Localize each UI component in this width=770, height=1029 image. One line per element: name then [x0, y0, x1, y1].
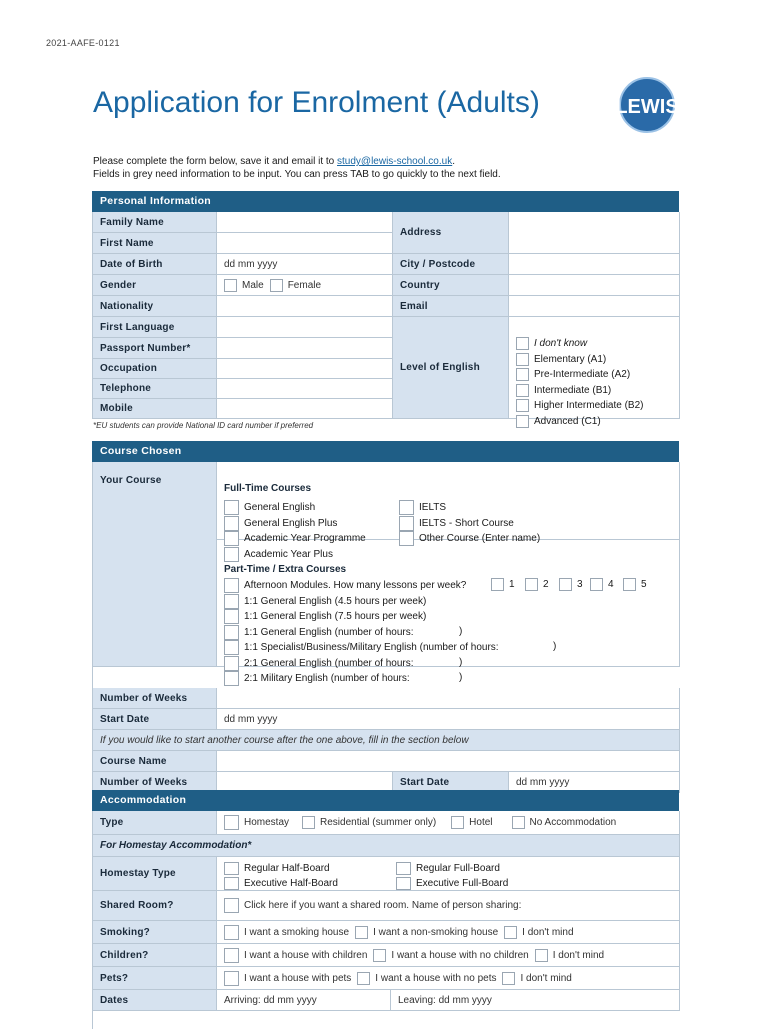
close-paren: ): [553, 641, 557, 652]
first-name-field[interactable]: [217, 233, 393, 254]
occupation-field[interactable]: [217, 359, 393, 379]
document-id: 2021-AAFE-0121: [46, 38, 120, 48]
type-checkbox[interactable]: [451, 816, 464, 829]
passport-label: Passport Number*: [93, 338, 217, 359]
level-option[interactable]: Advanced (C1): [516, 415, 601, 428]
lessons-option[interactable]: 3: [559, 578, 583, 591]
course-option[interactable]: General English: [224, 500, 315, 515]
level-checkbox[interactable]: [516, 384, 529, 397]
parttime-option[interactable]: 1:1 General English (7.5 hours per week): [224, 609, 426, 624]
for-homestay-note: For Homestay Accommodation*: [93, 835, 680, 857]
pets-label: Pets?: [93, 967, 217, 990]
course-chosen-section: [92, 441, 679, 792]
parttime-title: Part-Time / Extra Courses: [224, 564, 347, 575]
shared-room-label: Shared Room?: [93, 891, 217, 921]
weeks-label: Number of Weeks: [93, 688, 217, 709]
pets-options: I want a house with pets I want a house with no pets I don't mind: [217, 967, 680, 990]
type-checkbox[interactable]: [224, 815, 239, 830]
course-name-label: Course Name: [93, 751, 217, 772]
occupation-label: Occupation: [93, 359, 217, 379]
lessons-option[interactable]: 4: [590, 578, 614, 591]
family-name-label: Family Name: [93, 212, 217, 233]
intro-text: Please complete the form below, save it and email it to study@lewis-school.co.uk. Fields in grey need information to be input. You can press TAB to go quickly to the next field.: [93, 156, 501, 180]
fulltime-title: Full-Time Courses: [224, 483, 312, 494]
country-field[interactable]: [509, 275, 680, 296]
level-checkbox[interactable]: [516, 337, 529, 350]
accommodation-section: [92, 790, 679, 1029]
start-date-field[interactable]: dd mm yyyy: [217, 709, 680, 730]
homestay-option[interactable]: Regular Full-Board: [396, 862, 500, 875]
section-header: Course Chosen: [92, 441, 679, 462]
lewis-logo: [614, 76, 680, 134]
homestay-option[interactable]: Regular Half-Board: [224, 862, 330, 875]
your-course-label: Your Course: [93, 462, 217, 667]
parttime-option[interactable]: 2:1 Military English (number of hours:: [224, 671, 410, 686]
level-option[interactable]: Elementary (A1): [516, 353, 606, 366]
homestay-option[interactable]: Executive Half-Board: [224, 877, 338, 890]
close-paren: ): [459, 657, 463, 668]
course-option[interactable]: General English Plus: [224, 516, 337, 531]
first-name-label: First Name: [93, 233, 217, 254]
level-option[interactable]: Higher Intermediate (B2): [516, 399, 644, 412]
homestay-option[interactable]: Executive Full-Board: [396, 877, 508, 890]
telephone-label: Telephone: [93, 379, 217, 399]
lessons-option[interactable]: 1: [491, 578, 515, 591]
address-field[interactable]: [509, 212, 680, 254]
smoking-label: Smoking?: [93, 921, 217, 944]
section-header: Personal Information: [92, 191, 679, 212]
address-label: Address: [393, 212, 509, 254]
type-checkbox[interactable]: [302, 816, 315, 829]
email-label: Email: [393, 296, 509, 317]
mobile-label: Mobile: [93, 399, 217, 419]
smoking-options: I want a smoking house I want a non-smoking house I don't mind: [217, 921, 680, 944]
parttime-option[interactable]: 1:1 Specialist/Business/Military English (number of hours:: [224, 640, 499, 655]
female-label: Female: [287, 279, 322, 291]
type-label: Type: [93, 811, 217, 835]
country-label: Country: [393, 275, 509, 296]
svg-text:LEWIS: LEWIS: [615, 96, 679, 118]
parttime-option[interactable]: 1:1 General English (number of hours:: [224, 625, 414, 640]
female-checkbox[interactable]: [270, 279, 283, 292]
level-option[interactable]: I don't know: [516, 337, 587, 350]
afternoon-modules-option[interactable]: Afternoon Modules. How many lessons per week?: [224, 578, 466, 593]
level-checkbox[interactable]: [516, 353, 529, 366]
leaving-field[interactable]: Leaving: dd mm yyyy: [391, 990, 680, 1011]
weeks2-label: Number of Weeks: [93, 772, 217, 793]
passport-footnote: *EU students can provide National ID card number if preferred: [93, 421, 314, 430]
start-date-label: Start Date: [93, 709, 217, 730]
city-field[interactable]: [509, 254, 680, 275]
homestay-type-label: Homestay Type: [93, 857, 217, 891]
weeks-field[interactable]: [217, 688, 680, 709]
email-field[interactable]: [509, 296, 680, 317]
start-date2-field[interactable]: dd mm yyyy: [509, 772, 680, 793]
course-option[interactable]: IELTS: [399, 500, 446, 515]
dob-field[interactable]: dd mm yyyy: [217, 254, 393, 275]
first-language-label: First Language: [93, 317, 217, 338]
close-paren: ): [459, 626, 463, 637]
children-options: I want a house with children I want a house with no children I don't mind: [217, 944, 680, 967]
mobile-field[interactable]: [217, 399, 393, 419]
family-name-field[interactable]: [217, 212, 393, 233]
telephone-field[interactable]: [217, 379, 393, 399]
gender-label: Gender: [93, 275, 217, 296]
male-checkbox[interactable]: [224, 279, 237, 292]
dates-label: Dates: [93, 990, 217, 1011]
level-checkbox[interactable]: [516, 415, 529, 428]
passport-field[interactable]: [217, 338, 393, 359]
shared-room-field[interactable]: Click here if you want a shared room. Name of person sharing:: [217, 891, 680, 921]
another-course-note: If you would like to start another course after the one above, fill in the section below: [93, 730, 680, 751]
dob-label: Date of Birth: [93, 254, 217, 275]
nationality-label: Nationality: [93, 296, 217, 317]
level-label: Level of English: [393, 317, 509, 419]
close-paren: ): [459, 672, 463, 683]
level-checkbox[interactable]: [516, 399, 529, 412]
male-label: Male: [242, 279, 264, 291]
page-title: Application for Enrolment (Adults): [93, 86, 540, 119]
gender-field: [217, 275, 393, 296]
course-name-field[interactable]: [217, 751, 680, 772]
lessons-option[interactable]: 2: [525, 578, 549, 591]
parttime-option[interactable]: 2:1 General English (number of hours:: [224, 656, 414, 671]
type-checkbox[interactable]: [512, 816, 525, 829]
city-label: City / Postcode: [393, 254, 509, 275]
email-link[interactable]: study@lewis-school.co.uk: [337, 156, 453, 167]
level-checkbox[interactable]: [516, 368, 529, 381]
parttime-option[interactable]: 1:1 General English (4.5 hours per week): [224, 594, 426, 609]
course-option[interactable]: Other Course (Enter name): [399, 531, 540, 546]
level-option[interactable]: Pre-Intermediate (A2): [516, 368, 630, 381]
arriving-field[interactable]: Arriving: dd mm yyyy: [217, 990, 391, 1011]
course-option[interactable]: Academic Year Plus: [224, 547, 333, 562]
nationality-field[interactable]: [217, 296, 393, 317]
level-option[interactable]: Intermediate (B1): [516, 384, 611, 397]
type-options: Homestay Residential (summer only) Hotel No Accommodation: [217, 811, 680, 835]
section-header: Accommodation: [92, 790, 679, 811]
children-label: Children?: [93, 944, 217, 967]
lessons-option[interactable]: 5: [623, 578, 647, 591]
course-option[interactable]: Academic Year Programme: [224, 531, 366, 546]
first-language-field[interactable]: [217, 317, 393, 338]
start-date2-label: Start Date: [393, 772, 509, 793]
course-option[interactable]: IELTS - Short Course: [399, 516, 514, 531]
